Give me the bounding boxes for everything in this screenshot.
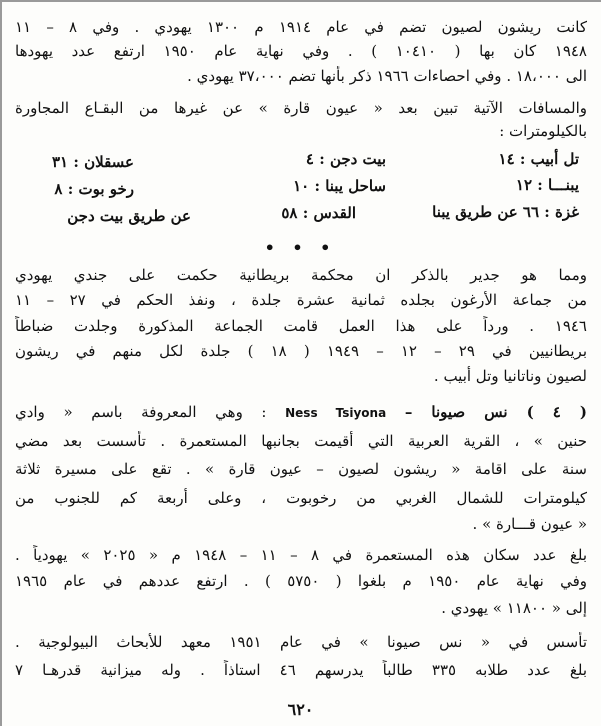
text-line: الى ١٨،٠٠٠ . وفي احصاءات ١٩٦٦ ذكر بأنها تضم ٣٧،٠٠٠ يهودي . xyxy=(187,67,587,85)
text-line: بالكيلومترات : xyxy=(499,122,587,140)
section-heading: ( ٤ ) نس صيونا – xyxy=(404,403,587,421)
distance-gaza: غزة : ٦٦ عن طريق يبنا xyxy=(432,203,579,221)
text-line: إلى « ١١٨٠٠ » يهودي . xyxy=(441,599,587,617)
distance-jerusalem: القدس : ٥٨ xyxy=(281,204,356,222)
section-separator: • • • xyxy=(264,238,337,257)
text-line: والمسافات الآتية تبين بعد « عيون قارة » عن غيرها من البقـاع المجاورة xyxy=(15,99,587,117)
text-line: تأسس في « نس صيونا » في عام ١٩٥١ معهد للأبحاث البيولوجية . xyxy=(15,633,587,651)
page-top-edge xyxy=(0,0,601,2)
distance-yibna: يبنـــا : ١٢ xyxy=(515,176,579,194)
distance-beit-dajan: بيت دجن : ٤ xyxy=(305,150,386,168)
distance-rehovot: رخو بوت : ٨ xyxy=(54,180,134,198)
text-line: بريطانيين في ٢٩ – ١٢ – ١٩٤٩ ( ١٨ ) جلدة لكل منهم في ريشون xyxy=(15,342,587,360)
text-line: من جماعة الأرغون بجلده ثمانية عشرة جلدة ، ونفذ الحكم في ٢٧ – ١١ xyxy=(15,291,587,309)
text-line: حنين » ، القرية العربية التي أقيمت بجانبها المستعمرة . تأسست بعد مضي xyxy=(15,432,587,450)
distance-note: عن طريق بيت دجن xyxy=(67,207,191,225)
section-heading-line xyxy=(15,402,587,423)
text-line: ١٩٤٦ . ورداً على هذا العمل قامت الجماعة المذكورة وجلدت ضباطاً xyxy=(15,317,587,335)
text-line: لصيون وناتانيا وتل أبيب . xyxy=(433,367,587,385)
page-left-edge xyxy=(0,0,2,726)
text-line: ١٩٤٨ كان بها ( ١٠٤١٠ ) . وفي نهاية عام ١٩٥٠ ارتفع عدد يهودها xyxy=(15,42,587,60)
text-line: سنة على اقامة « ريشون لصيون – عيون قارة » . تقع على مسيرة ثلاثة xyxy=(15,460,587,478)
page-number: ٦٢٠ xyxy=(287,700,314,719)
section-heading-rest: : وهي المعروفة باسم « وادي xyxy=(15,403,267,421)
distance-asqalan: عسقلان : ٣١ xyxy=(52,153,134,171)
text-line: ومما هو جدير بالذكر ان محكمة بريطانية حكمت على جندي يهودي xyxy=(15,266,587,284)
text-line: كانت ريشون لصيون تضم في عام ١٩١٤ م ١٣٠٠ يهودي . وفي ٨ – ١١ xyxy=(15,18,587,36)
text-line: كيلومترات للشمال الغربي من رخوبوت ، وعلى أربعة كم للجنوب من xyxy=(15,489,587,507)
text-line: بلغ عدد طلابه ٣٣٥ طالباً يدرسهم ٤٦ استاذاً . وله ميزانية قدرهـا ٧ xyxy=(15,661,587,679)
distance-sahil-yibna: ساحل يبنا : ١٠ xyxy=(293,177,386,195)
distance-tel-aviv: تل أبيب : ١٤ xyxy=(498,150,579,168)
text-line: « عيون قـــارة » . xyxy=(472,515,587,533)
text-line: وفي نهاية عام ١٩٥٠ م بلغوا ( ٥٧٥٠ ) . ارتفع عددهم في عام ١٩٦٥ xyxy=(15,572,587,590)
latin-place-name: Ness Tsiyona xyxy=(285,406,387,420)
text-line: بلغ عدد سكان هذه المستعمرة في ٨ – ١١ – ١٩٤٨ م « ٢٠٢٥ » يهودياً . xyxy=(15,546,587,564)
